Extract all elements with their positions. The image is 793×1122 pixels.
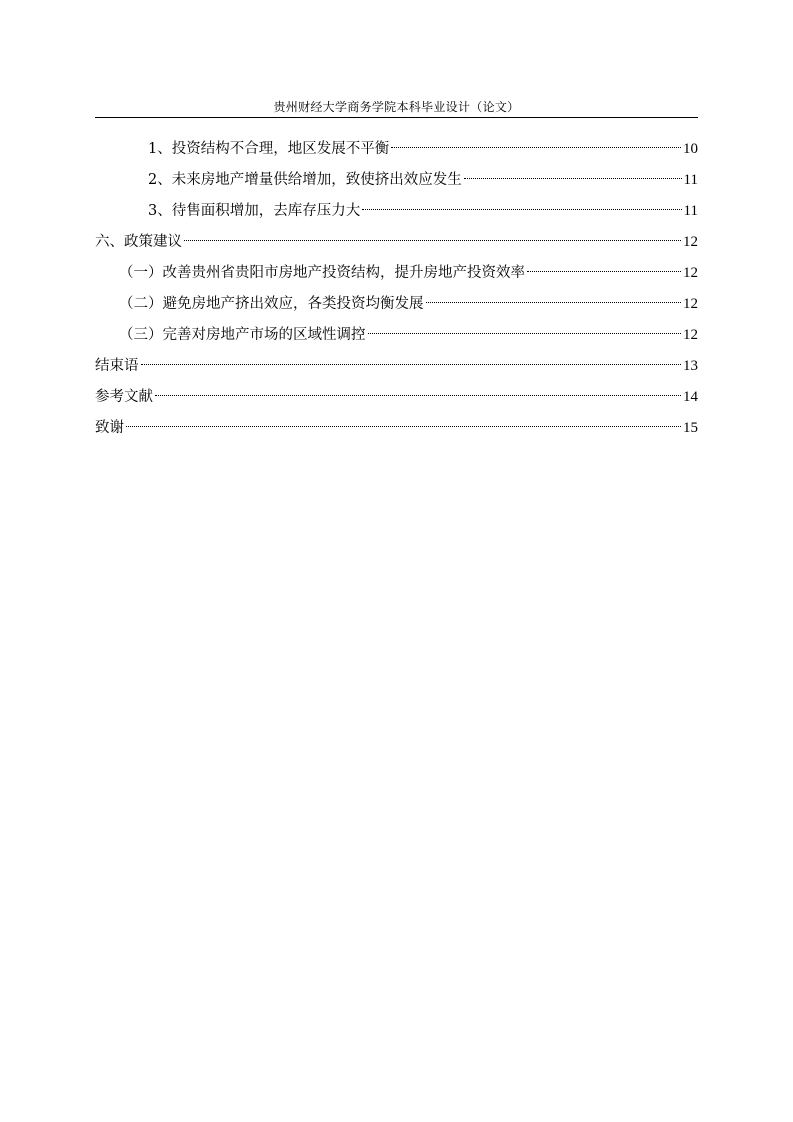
toc-entry-label: 2、未来房地产增量供给增加，致使挤出效应发生 bbox=[148, 172, 462, 188]
toc-page-number: 12 bbox=[683, 327, 698, 343]
toc-entry[interactable] bbox=[95, 385, 698, 416]
toc-page-number: 12 bbox=[683, 265, 698, 281]
toc-page-number: 12 bbox=[683, 234, 698, 250]
toc-dot-leader bbox=[184, 240, 681, 241]
toc-dot-leader bbox=[141, 364, 682, 365]
toc-dot-leader bbox=[391, 147, 681, 148]
toc-entry-label: 六、政策建议 bbox=[95, 234, 182, 250]
page-header: 贵州财经大学商务学院本科毕业设计（论文） bbox=[273, 100, 520, 114]
toc-entry-label: （二）避免房地产挤出效应，各类投资均衡发展 bbox=[119, 296, 424, 312]
toc-entry-label: （一）改善贵州省贵阳市房地产投资结构，提升房地产投资效率 bbox=[119, 265, 525, 281]
toc-entry-label: 致谢 bbox=[95, 420, 124, 436]
toc-dot-leader bbox=[155, 395, 681, 396]
toc-dot-leader bbox=[368, 333, 682, 334]
toc-entry[interactable] bbox=[95, 230, 698, 261]
toc-entry-label: 3、待售面积增加，去库存压力大 bbox=[148, 203, 361, 219]
toc-page-number: 11 bbox=[683, 203, 698, 219]
toc-entry[interactable] bbox=[95, 261, 698, 292]
toc-page-number: 13 bbox=[683, 358, 698, 374]
toc-page-number: 11 bbox=[683, 172, 698, 188]
toc-dot-leader bbox=[362, 209, 681, 210]
table-of-contents bbox=[95, 137, 698, 447]
toc-entry-label: （三）完善对房地产市场的区域性调控 bbox=[119, 327, 366, 343]
toc-entry[interactable] bbox=[95, 292, 698, 323]
toc-entry-label: 1、投资结构不合理，地区发展不平衡 bbox=[148, 141, 390, 157]
toc-entry[interactable] bbox=[95, 323, 698, 354]
toc-dot-leader bbox=[464, 178, 682, 179]
toc-dot-leader bbox=[426, 302, 682, 303]
toc-entry[interactable] bbox=[95, 416, 698, 447]
toc-page-number: 14 bbox=[683, 389, 698, 405]
toc-entry[interactable] bbox=[95, 354, 698, 385]
toc-dot-leader bbox=[126, 426, 681, 427]
toc-entry[interactable] bbox=[95, 137, 698, 168]
toc-page-number: 15 bbox=[683, 420, 698, 436]
toc-page-number: 10 bbox=[683, 141, 698, 157]
toc-page-number: 12 bbox=[683, 296, 698, 312]
toc-dot-leader bbox=[527, 271, 681, 272]
header-divider bbox=[95, 117, 698, 118]
toc-entry-label: 参考文献 bbox=[95, 389, 153, 405]
toc-entry[interactable] bbox=[95, 168, 698, 199]
toc-entry[interactable] bbox=[95, 199, 698, 230]
toc-entry-label: 结束语 bbox=[95, 358, 139, 374]
